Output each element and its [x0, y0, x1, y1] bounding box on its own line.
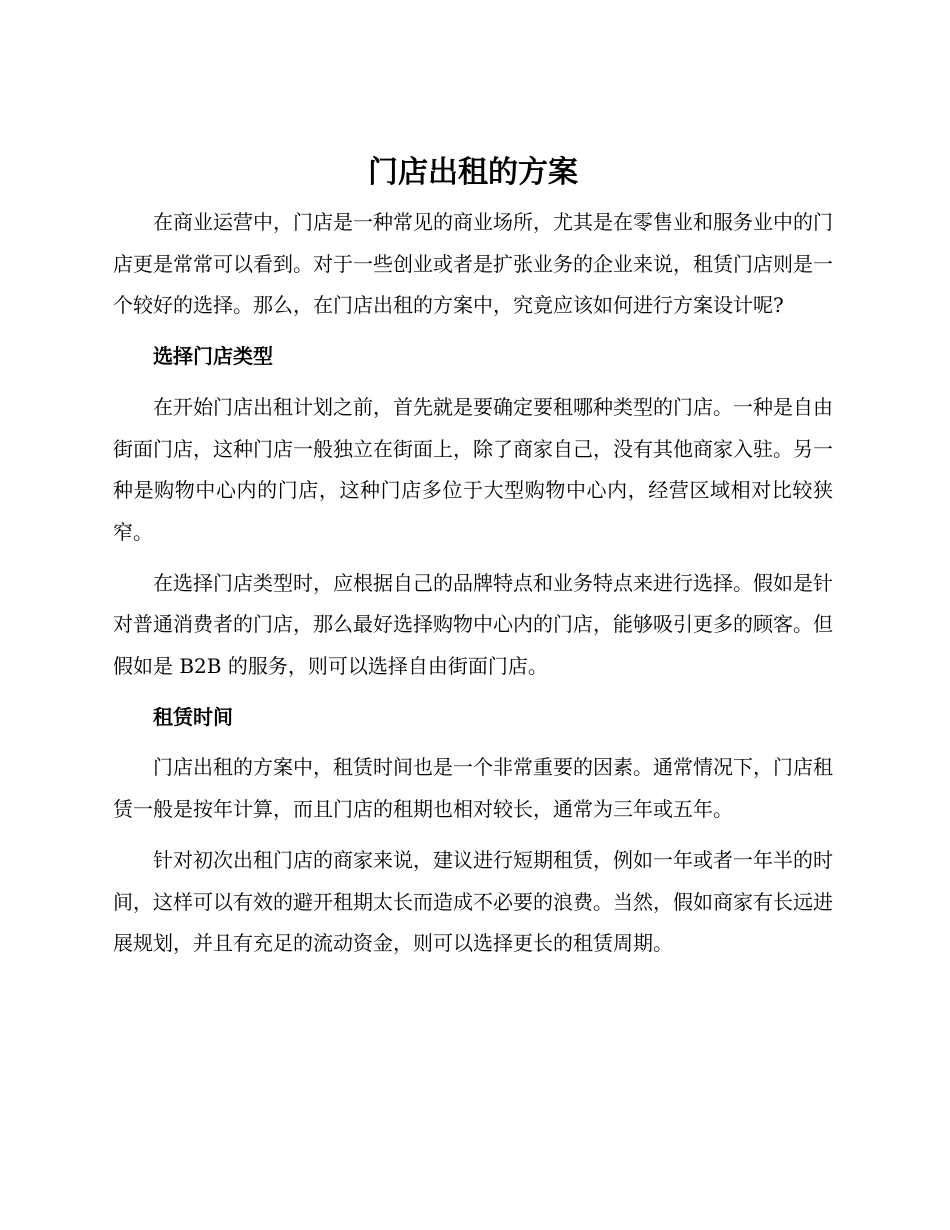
paragraph-store-type-1: 在开始门店出租计划之前，首先就是要确定要租哪种类型的门店。一种是自由街面门店，这种门店一般独立在街面上，除了商家自己，没有其他商家入驻。另一种是购物中心内的门店，这种门店多位于大型购物中心内，经营区域相对比较狭窄。: [113, 394, 833, 544]
paragraph-store-type-2: 在选择门店类型时，应根据自己的品牌特点和业务特点来进行选择。假如是针对普通消费者的门店，那么最好选择购物中心内的门店，能够吸引更多的顾客。但假如是 B2B 的服务，则可以选择自由街面门店。: [113, 570, 833, 679]
section-heading-lease-term: 租赁时间: [153, 704, 233, 729]
intro-paragraph: 在商业运营中，门店是一种常见的商业场所，尤其是在零售业和服务业中的门店更是常常可以看到。对于一些创业或者是扩张业务的企业来说，租赁门店则是一个较好的选择。那么，在门店出租的方案中，究竟应该如何进行方案设计呢?: [113, 210, 833, 318]
paragraph-lease-term-2: 针对初次出租门店的商家来说，建议进行短期租赁，例如一年或者一年半的时间，这样可以有效的避开租期太长而造成不必要的浪费。当然，假如商家有长远进展规划，并且有充足的流动资金，则可以选择更长的租赁周期。: [113, 847, 833, 956]
document-title: 门店出租的方案: [368, 155, 578, 190]
document-page: [113, 150, 833, 965]
paragraph-lease-term-1: 门店出租的方案中，租赁时间也是一个非常重要的因素。通常情况下，门店租赁一般是按年计算，而且门店的租期也相对较长，通常为三年或五年。: [113, 755, 833, 822]
section-heading-store-type: 选择门店类型: [153, 344, 273, 369]
